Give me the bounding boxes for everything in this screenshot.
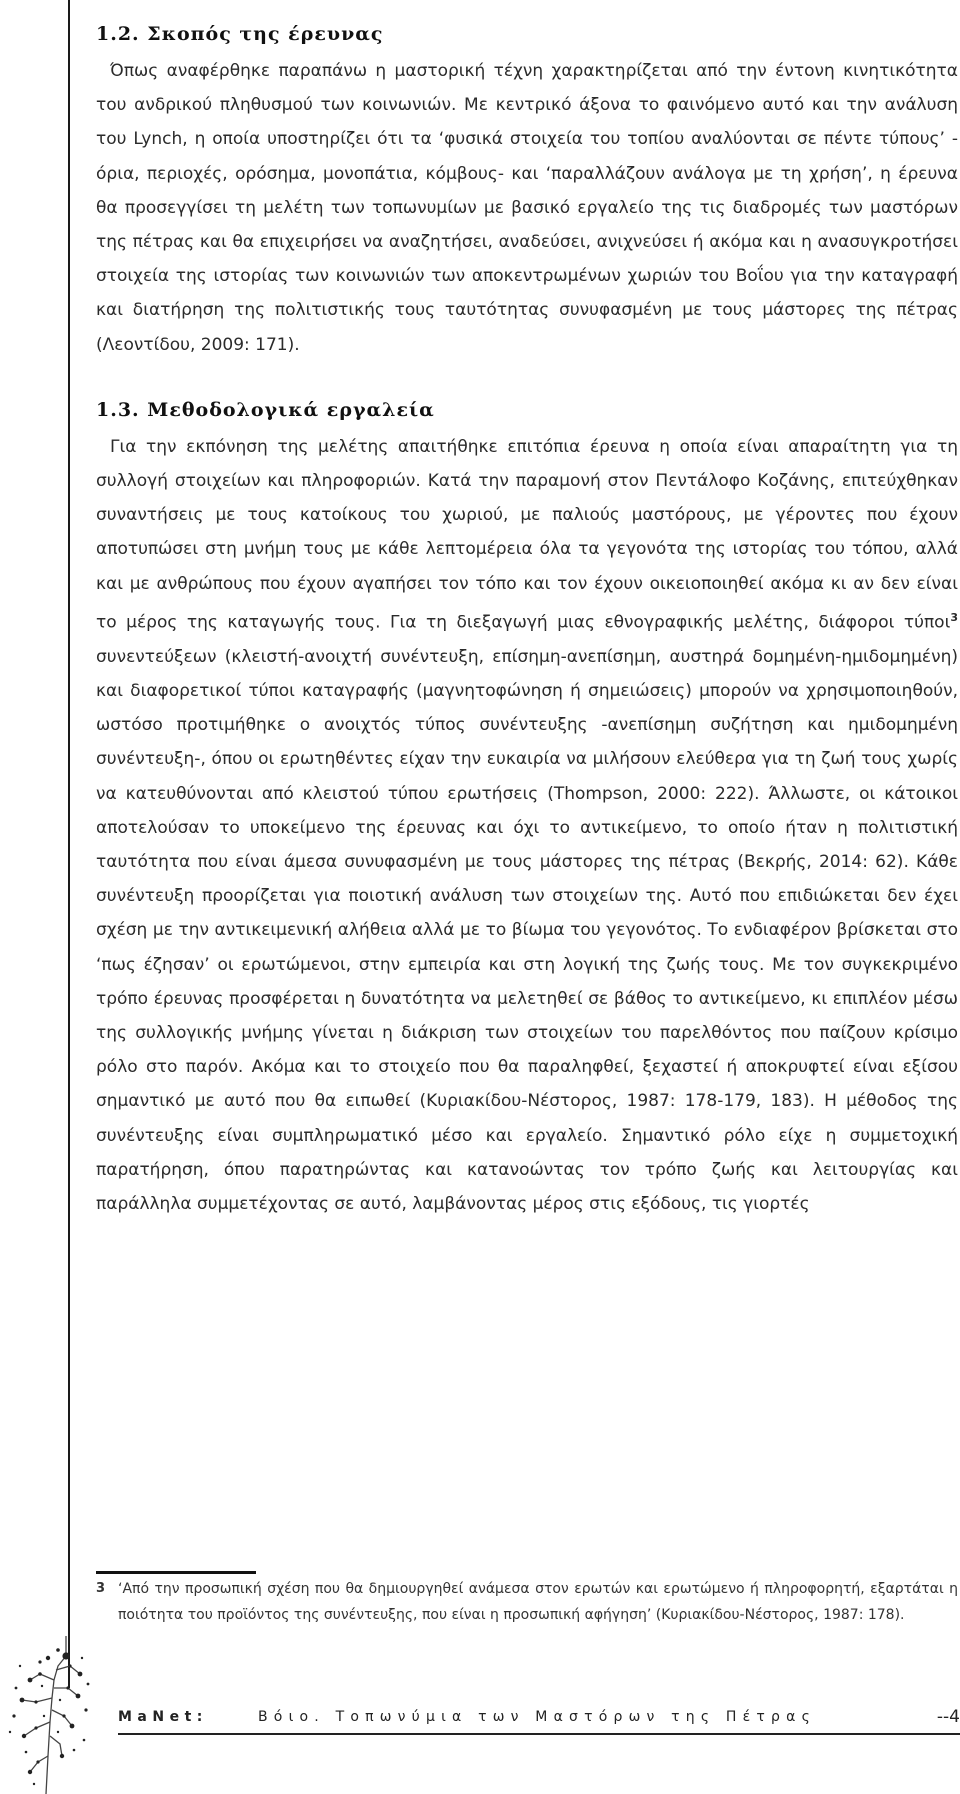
footer-running-head: Βόιο. Τοπωνύμια των Μαστόρων της Πέτρας bbox=[258, 1709, 816, 1725]
page-content bbox=[96, 14, 958, 1221]
methodology-text-part-1: Για την εκπόνηση της μελέτης απαιτήθηκε επιτόπια έρευνα η οποία είναι απαραίτητη για τη συλλογή στοιχείων και πληροφοριών. Κατά την παραμονή στον Πεντάλοφο Κοζάνης, επιτεύχθηκαν συναντήσεις με τους κατοίκους του χωριού, με παλιούς μαστόρους, με γέροντες που έχουν αποτυπώσει στη μνήμη τους με κάθε λεπτομέρεια όλα τα γεγονότα της ιστορίας του τόπου, αλλά και με ανθρώπους που έχουν αγαπήσει τον τόπο και τον έχουν οικειοποιηθεί ακόμα κι αν δεν είναι το μέρος της καταγωγής τους. Για τη διεξαγωγή μιας εθνογραφικής μελέτης, διάφοροι τύποι bbox=[96, 436, 958, 633]
footer-rule bbox=[118, 1733, 960, 1735]
footnote-separator bbox=[96, 1571, 256, 1574]
footnote bbox=[96, 1576, 958, 1628]
section-paragraph-purpose: Όπως αναφέρθηκε παραπάνω η μαστορική τέχνη χαρακτηρίζεται από την έντονη κινητικότητα του ανδρικού πληθυσμού των κοινωνιών. Με κεντρικό άξονα το φαινόμενο αυτό και την ανάλυση του Lynch, η οποία υποστηρίζει ότι τα ‘φυσικά στοιχεία του τοπίου αναλύονται σε πέντε τύπους’ - όρια, περιοχές, ορόσημα, μονοπάτια, κόμβους- και ‘παραλλάζουν ανάλογα με τη χρήση’, η έρευνα θα προσεγγίσει τη μελέτη των τοπωνυμίων με βασικό εργαλείο της τις διαδρομές των μαστόρων της πέτρας και θα επιχειρήσει να αναζητήσει, αναδεύσει, ανιχνεύσει ή ακόμα και η ανασυγκροτήσει στοιχεία της ιστορίας των κοινωνιών των αποκεντρωμένων χωριών του Βοΐου για την καταγραφή και διατήρηση της πολιτιστικής τους ταυτότητας συνυφασμένη με τους μάστορες της πέτρας (Λεοντίδου, 2009: 171). bbox=[96, 61, 958, 355]
section-heading-methodology: 1.3. Μεθοδολογικά εργαλεία bbox=[96, 398, 435, 421]
methodology-text-part-2: συνεντεύξεων (κλειστή-ανοιχτή συνέντευξη, επίσημη-ανεπίσημη, αυστηρά δομημένη-ημιδομημένη) και διαφορετικοί τύποι καταγραφής (μαγνητοφώνηση ή σημειώσεις) μπορούν να χρησιμοποιηθούν, ωστόσο προτιμήθηκε ο ανοιχτός τύπος συνέντευξης -ανεπίσημη συζήτηση και ημιδομημένη συνέντευξη-, όπου οι ερωτηθέντες είχαν την ευκαιρία να μιλήσουν ελεύθερα για τη ζωή τους χωρίς να κατευθύνονται από κλειστού τύπου ερωτήσεις (Thompson, 2000: 222). Άλλωστε, οι κάτοικοι αποτελούσαν το υποκείμενο της έρευνας και όχι το αντικείμενο, το οποίο ήταν η πολιτιστική ταυτότητα που είναι άμεσα συνυφασμένη με τους μάστορες της πέτρας (Βεκρής, 2014: 62). Κάθε συνέντευξη προορίζεται για ποιοτική ανάλυση των στοιχείων της. Αυτό που επιδιώκεται δεν έχει σχέση με την αντικειμενική αλήθεια αλλά με το βίωμα του γεγονότος. Το ενδιαφέρον βρίσκεται στο ‘πως έζησαν’ οι ερωτώμενοι, στην εμπειρία και στη λογική της ζωής τους. Με τον συγκεκριμένο τρόπο έρευνας προσφέρεται η δυνατότητα να μελετηθεί σε βάθος το αντικείμενο, κι επιπλέον μέσω της συλλογικής μνήμης γίνεται η διάκριση των στοιχείων του παρελθόντος που παίζουν κρίσιμο ρόλο στο παρόν. Ακόμα και το στοιχείο που θα παραληφθεί, ξεχαστεί ή αποκρυφτεί είναι εξίσου σημαντικό με αυτό που θα ειπωθεί (Κυριακίδου-Νέστορος, 1987: 178-179, 183). Η μέθοδος της συνέντευξης είναι συμπληρωματικό μέσο και εργαλείο. Σημαντικό ρόλο είχε η συμμετοχική παρατήρηση, όπου παρατηρώντας και κατανοώντας τον τρόπο ζωής και λειτουργίας και παράλληλα συμμετέχοντας σε αυτό, λαμβάνοντας μέρος στις εξόδους, τις γιορτές bbox=[96, 646, 958, 1214]
margin-vertical-rule bbox=[68, 0, 70, 1688]
footnote-number: 3 bbox=[96, 1581, 106, 1596]
footer-brand: MaNet: bbox=[118, 1709, 208, 1725]
footnote-reference[interactable]: 3 bbox=[950, 610, 958, 624]
footnote-text: ‘Από την προσωπική σχέση που θα δημιουργηθεί ανάμεσα στον ερωτών και ερωτώμενο ή πληροφορητή, εξαρτάται η ποιότητα του προϊόντος της συνέντευξης, που είναι η προσωπική αφήγηση’ (Κυριακίδου-Νέστορος, 1987: 178). bbox=[118, 1581, 958, 1623]
page-number: --4 bbox=[936, 1707, 960, 1727]
section-paragraph-methodology bbox=[96, 430, 958, 1221]
dotted-tree-ornament-icon bbox=[0, 1636, 110, 1794]
section-heading-purpose: 1.2. Σκοπός της έρευνας bbox=[96, 23, 384, 45]
page-footer bbox=[118, 1709, 960, 1735]
